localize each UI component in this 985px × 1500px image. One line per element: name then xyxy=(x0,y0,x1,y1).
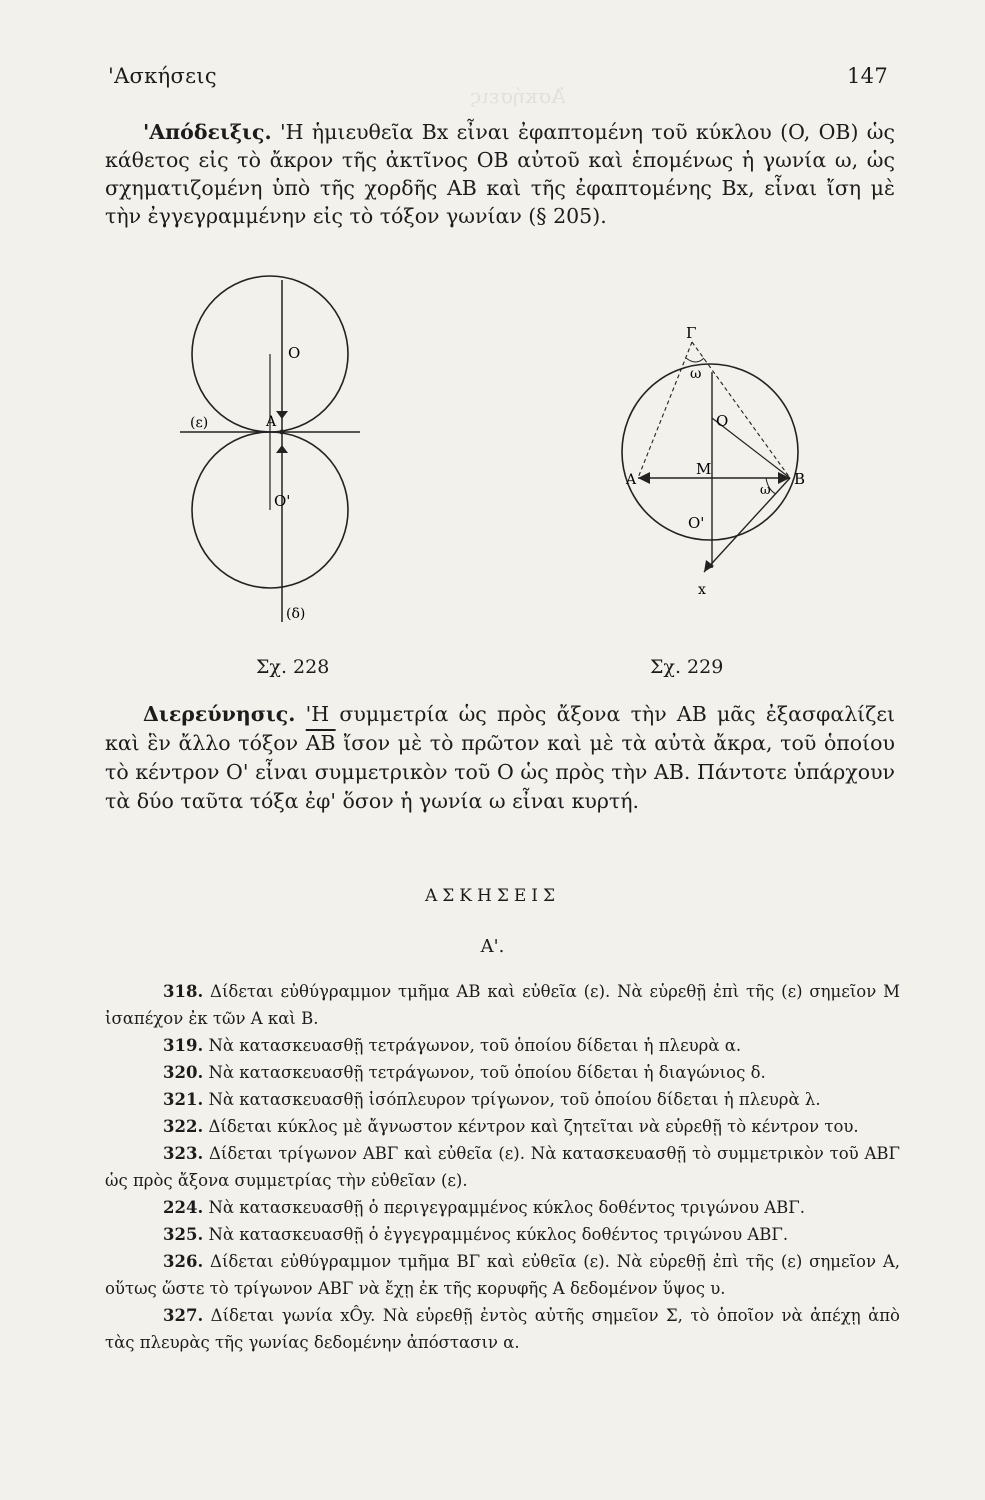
label-delta: (δ) xyxy=(286,606,306,622)
discussion-label: Διερεύνησις. xyxy=(143,702,296,726)
proof-text: 'Η ἡμιευθεῖα Bx εἶναι ἐφαπτομένη τοῦ κύκλου (O, OB) ὡς κάθετος εἰς τὸ ἄκρον τῆς ἀκτῖνος OB αὐτοῦ καὶ ἑπομένως ἡ γωνία ω, ὡς σχηματιζομένη ὑπὸ τῆς χορδῆς AB καὶ τῆς ἐφαπτομένης Bx, εἶναι ἴση μὲ τὴν ἐγγεγραμμένην εἰς τὸ τόξον γωνίαν (§ 205). xyxy=(105,120,895,228)
exercise-item xyxy=(105,978,900,1032)
exercise-text: Νὰ κατασκευασθῇ τετράγωνον, τοῦ ὁποίου δίδεται ἡ διαγώνιος δ. xyxy=(208,1063,766,1082)
label-M: M xyxy=(696,460,712,478)
exercise-text: Δίδεται εὐθύγραμμον τμῆμα AB καὶ εὐθεῖα (ε). Νὰ εὑρεθῇ ἐπὶ τῆς (ε) σημεῖον M ἰσαπέχον ἐκ τῶν A καὶ B. xyxy=(105,982,900,1028)
label-O: O xyxy=(288,344,301,362)
label-epsilon: (ε) xyxy=(190,415,209,431)
angle-arc-top xyxy=(686,358,704,362)
label-omega-top: ω xyxy=(690,366,702,382)
exercise-list xyxy=(105,978,900,1356)
exercise-item xyxy=(105,1140,900,1194)
exercise-text: Νὰ κατασκευασθῇ ὁ περιγεγραμμένος κύκλος δοθέντος τριγώνου ABΓ. xyxy=(208,1198,805,1217)
point-A xyxy=(280,430,285,435)
line-GB xyxy=(692,342,790,478)
discussion-text-after: ἴσον μὲ τὸ πρῶτον καὶ μὲ τὰ αὐτὰ ἄκρα, τοῦ ὁποίου τὸ κέντρον O' εἶναι συμμετρικὸν τοῦ O ὡς πρὸς τὴν AB. Πάντοτε ὑπάρχουν τὰ δύο ταῦτα τόξα ἐφ' ὅσον ἡ γωνία ω εἶναι κυρτή. xyxy=(105,731,895,813)
figure-228 xyxy=(160,272,380,692)
exercise-number: 326. xyxy=(163,1252,204,1271)
exercise-number: 327. xyxy=(163,1306,204,1325)
label-A: A xyxy=(626,472,637,488)
exercises-subtitle: Α'. xyxy=(480,936,505,957)
header-title: 'Ασκήσεις xyxy=(108,64,217,88)
label-x: x xyxy=(698,582,706,598)
figure-229 xyxy=(600,322,830,652)
label-omega-right: ω xyxy=(760,483,771,498)
exercise-text: Δίδεται τρίγωνον ABΓ καὶ εὐθεῖα (ε). Νὰ κατασκευασθῇ τὸ συμμετρικὸν τοῦ ABΓ ὡς πρὸς ἄξονα συμμετρίας τὴν εὐθεῖαν (ε). xyxy=(105,1144,900,1190)
label-O-prime: O' xyxy=(688,514,705,532)
exercise-text: Δίδεται εὐθύγραμμον τμῆμα BΓ καὶ εὐθεῖα (ε). Νὰ εὑρεθῇ ἐπὶ τῆς (ε) σημεῖον A, οὕτως ὥστε τὸ τρίγωνον ABΓ νὰ ἔχῃ ἐκ τῆς κορυφῆς A δεδομένον ὕψος υ. xyxy=(105,1252,900,1298)
exercise-number: 322. xyxy=(163,1117,204,1136)
caption-229: Σχ. 229 xyxy=(650,656,724,678)
caption-228: Σχ. 228 xyxy=(256,656,330,678)
exercise-number: 320. xyxy=(163,1063,204,1082)
exercise-number: 323. xyxy=(163,1144,204,1163)
label-O-prime: O' xyxy=(274,492,291,510)
exercise-number: 319. xyxy=(163,1036,204,1055)
label-Gamma: Γ xyxy=(686,324,697,342)
exercise-number: 325. xyxy=(163,1225,204,1244)
exercise-text: Νὰ κατασκευασθῇ τετράγωνον, τοῦ ὁποίου δίδεται ἡ πλευρὰ α. xyxy=(208,1036,742,1055)
exercise-item xyxy=(105,1113,900,1140)
exercise-number: 318. xyxy=(163,982,204,1001)
discussion-paragraph xyxy=(105,700,895,816)
exercise-text: Νὰ κατασκευασθῇ ἰσόπλευρον τρίγωνον, τοῦ ὁποίου δίδεται ἡ πλευρὰ λ. xyxy=(208,1090,821,1109)
line-Bx xyxy=(704,478,790,572)
exercise-item xyxy=(105,1059,900,1086)
arrow-lower xyxy=(276,445,288,453)
page-number: 147 xyxy=(847,64,888,88)
bleed-through: Ἀσκήσεις xyxy=(470,84,566,108)
label-A: A xyxy=(266,414,277,430)
exercise-item xyxy=(105,1194,900,1221)
arc-AB: $\overline{AB}$ xyxy=(305,731,336,755)
exercise-item xyxy=(105,1086,900,1113)
label-B: B xyxy=(794,470,806,488)
label-O: O xyxy=(716,412,729,430)
discussion-text-before: 'Η συμμετρία ὡς πρὸς ἄξονα τὴν AB μᾶς ἐξασφαλίζει καὶ ἓν ἄλλο τόξον xyxy=(105,702,895,755)
arrow-upper xyxy=(276,411,288,419)
exercise-item xyxy=(105,1248,900,1302)
exercise-text: Δίδεται κύκλος μὲ ἄγνωστον κέντρον καὶ ζητεῖται νὰ εὑρεθῇ τὸ κέντρον του. xyxy=(208,1117,859,1136)
exercise-item xyxy=(105,1302,900,1356)
proof-label: 'Απόδειξις. xyxy=(143,120,272,144)
exercise-text: Δίδεται γωνία xÔy. Νὰ εὑρεθῇ ἐντὸς αὐτῆς σημεῖον Σ, τὸ ὁποῖον νὰ ἀπέχῃ ἀπὸ τὰς πλευρὰς τῆς γωνίας δεδομένην ἀπόστασιν α. xyxy=(105,1306,900,1352)
exercise-item xyxy=(105,1032,900,1059)
exercise-number: 321. xyxy=(163,1090,204,1109)
exercise-item xyxy=(105,1221,900,1248)
running-header xyxy=(108,64,888,88)
exercises-title: ΑΣΚΗΣΕΙΣ xyxy=(425,886,560,906)
exercise-text: Νὰ κατασκευασθῇ ὁ ἐγγεγραμμένος κύκλος δοθέντος τριγώνου ABΓ. xyxy=(208,1225,789,1244)
exercise-number: 224. xyxy=(163,1198,204,1217)
proof-paragraph xyxy=(105,118,895,230)
line-GA xyxy=(638,342,692,478)
